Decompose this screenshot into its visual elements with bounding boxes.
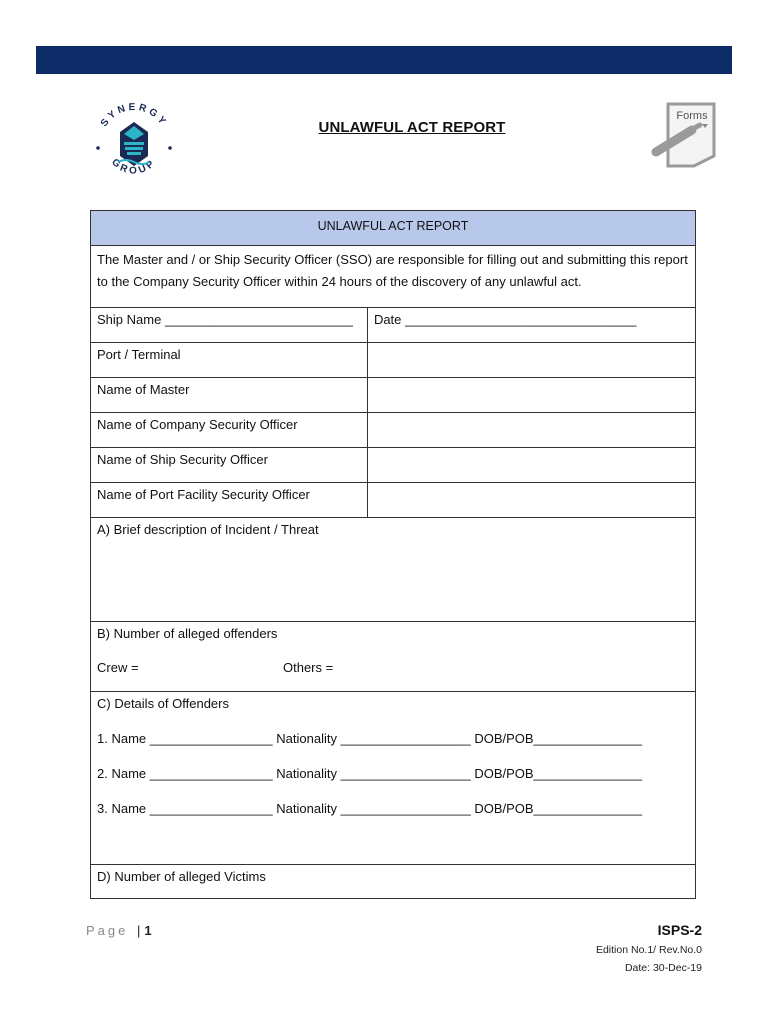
ship-name-field[interactable]: Ship Name __________________________ — [91, 308, 368, 343]
master-name-label: Name of Master — [91, 378, 368, 413]
unlawful-act-report-table — [90, 210, 696, 899]
pfso-name-field[interactable] — [367, 483, 695, 518]
logo-text-top: SYNERGY — [98, 101, 170, 129]
edition-info: Edition No.1/ Rev.No.0 — [595, 944, 702, 956]
forms-label: Forms — [676, 110, 708, 122]
incident-description-field[interactable]: A) Brief description of Incident / Threat — [91, 518, 696, 622]
document-title: UNLAWFUL ACT REPORT — [318, 119, 506, 136]
document-code: ISPS-2 — [657, 922, 702, 938]
port-terminal-field[interactable] — [367, 343, 695, 378]
date-field[interactable]: Date ________________________________ — [367, 308, 695, 343]
offender-row[interactable]: 3. Name _________________ Nationality __________________ DOB/POB_______________ — [97, 801, 643, 816]
forms-icon — [650, 100, 720, 170]
offenders-count-section[interactable]: B) Number of alleged offenders Crew = Others = — [91, 622, 696, 692]
sso-name-field[interactable] — [367, 448, 695, 483]
logo-text-bottom: GROUP — [109, 156, 159, 177]
document-date: Date: 30-Dec-19 — [624, 962, 702, 974]
form-instructions: The Master and / or Ship Security Officer (SSO) are responsible for filling out and submitting this report to the Company Security Officer within 24 hours of the discovery of any unlawful act. — [91, 246, 696, 308]
others-count-label: Others = — [283, 660, 334, 675]
cso-name-label: Name of Company Security Officer — [91, 413, 368, 448]
offender-row[interactable]: 2. Name _________________ Nationality __________________ DOB/POB_______________ — [97, 766, 643, 781]
victims-count-field[interactable]: D) Number of alleged Victims — [91, 865, 696, 899]
pfso-name-label: Name of Port Facility Security Officer — [91, 483, 368, 518]
form-header: UNLAWFUL ACT REPORT — [91, 211, 696, 246]
synergy-group-logo — [88, 96, 180, 188]
master-name-field[interactable] — [367, 378, 695, 413]
cso-name-field[interactable] — [367, 413, 695, 448]
crew-count-label: Crew = — [97, 660, 139, 675]
port-terminal-label: Port / Terminal — [91, 343, 368, 378]
offender-details-section[interactable]: C) Details of Offenders 1. Name _________________ Nationality __________________ DOB/POB_______________ 2. Name _________________ Nationality __________________ DOB/POB_______________ 3. Name _________________ Nationality __________________ DOB/POB_______________ — [91, 692, 696, 865]
header-bar — [36, 46, 732, 74]
page-number: Page | 1 — [86, 923, 152, 938]
sso-name-label: Name of Ship Security Officer — [91, 448, 368, 483]
offender-row[interactable]: 1. Name _________________ Nationality __________________ DOB/POB_______________ — [97, 731, 643, 746]
